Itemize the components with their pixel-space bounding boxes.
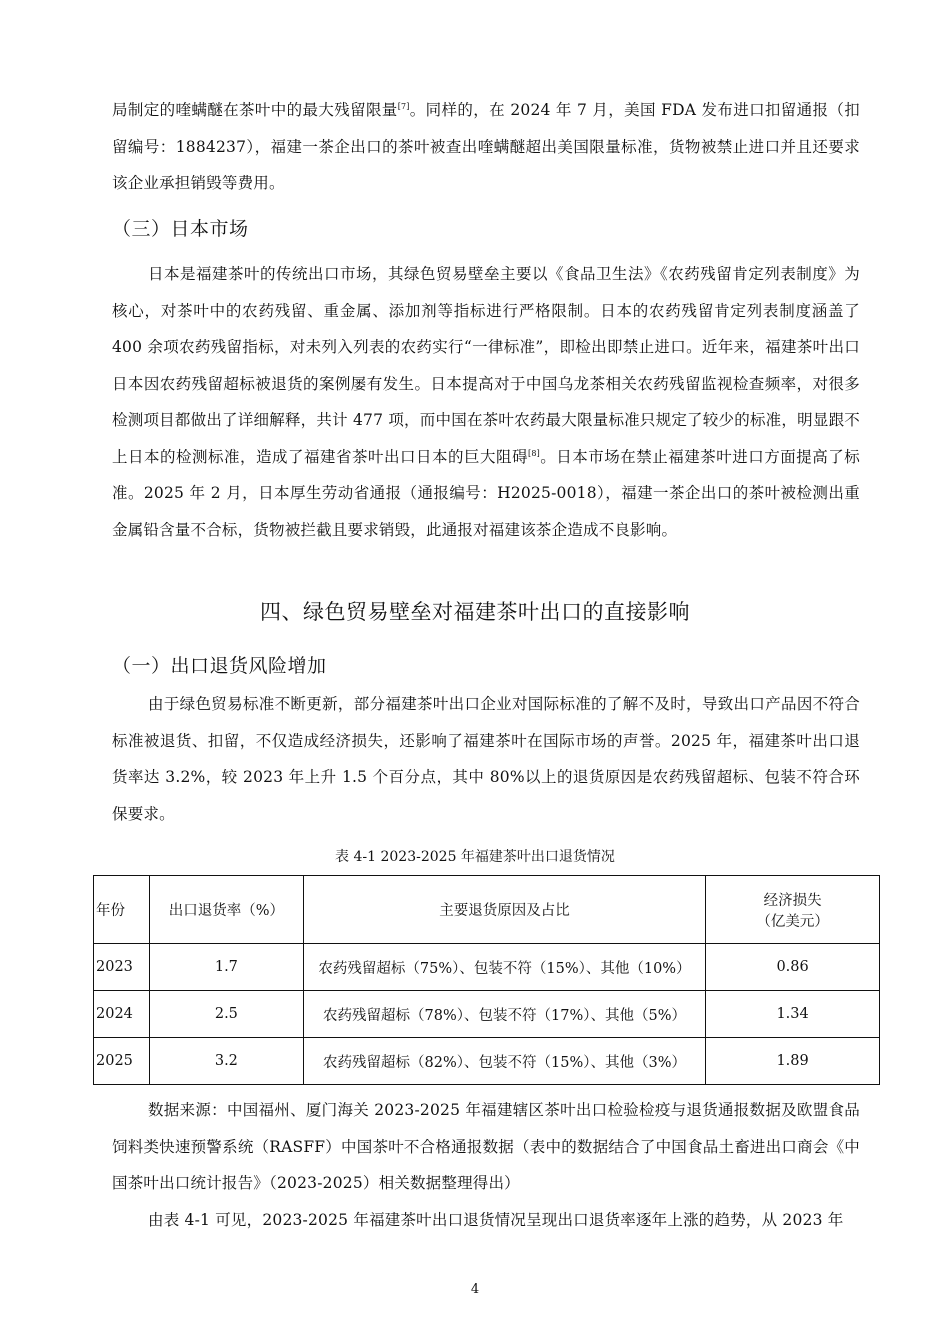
- table-caption: 表 4-1 2023-2025 年福建茶叶出口退货情况: [335, 849, 615, 865]
- heading-japan-market: （三）日本市场: [112, 218, 249, 240]
- cell-year: 2024: [94, 991, 150, 1038]
- cell-rate: 2.5: [149, 991, 303, 1038]
- cell-rate: 3.2: [149, 1038, 303, 1085]
- paragraph-table-analysis: 由表 4-1 可见，2023-2025 年福建茶叶出口退货情况呈现出口退货率逐年上涨的趋势，从 2023 年: [148, 1211, 844, 1229]
- returns-table: [93, 875, 880, 1085]
- cell-loss: 1.34: [706, 991, 880, 1038]
- header-year: 年份: [94, 876, 150, 944]
- header-loss-line2: （亿美元）: [756, 913, 829, 930]
- paragraph-text: 。同样的，在 2024 年 7 月，美国 FDA 发布进口扣留通报（扣留编号：1884237），福建一茶企出口的茶叶被查出喹螨醚超出美国限量标准，货物被禁止进口并且还要求该企业承担销毁等费用。: [112, 101, 860, 192]
- cell-year: 2023: [94, 944, 150, 991]
- cell-rate: 1.7: [149, 944, 303, 991]
- cell-loss: 0.86: [706, 944, 880, 991]
- table-row: [94, 991, 880, 1038]
- cell-reasons: 农药残留超标（75%）、包装不符（15%）、其他（10%）: [303, 944, 705, 991]
- table-row: [94, 944, 880, 991]
- paragraph-us-market-end: [112, 92, 860, 202]
- citation-ref: [7]: [397, 101, 410, 111]
- header-reasons: 主要退货原因及占比: [303, 876, 705, 944]
- cell-loss: 1.89: [706, 1038, 880, 1085]
- citation-ref: [8]: [528, 448, 540, 458]
- paragraph-text: 。日本市场在禁止福建茶叶进口方面提高了标准。2025 年 2 月，日本厚生劳动省通报（通报编号：H2025-0018），福建一茶企出口的茶叶被检测出重金属铅含量不合标，货物被拦截且要求销毁，此通报对福建该茶企造成不良影响。: [112, 447, 860, 539]
- header-loss: [706, 876, 880, 944]
- cell-year: 2025: [94, 1038, 150, 1085]
- heading-return-risk: （一）出口退货风险增加: [112, 655, 327, 677]
- header-loss-line1: 经济损失: [763, 892, 822, 909]
- table-header-row: [94, 876, 880, 944]
- page-number: 4: [470, 1282, 480, 1297]
- paragraph-japan-market: [112, 256, 860, 548]
- paragraph-return-risk: 由于绿色贸易标准不断更新，部分福建茶叶出口企业对国际标准的了解不及时，导致出口产品因不符合标准被退货、扣留，不仅造成经济损失，还影响了福建茶叶在国际市场的声誉。2025 年，福建茶叶出口退货率达 3.2%，较 2023 年上升 1.5 个百分点，其中 80%以上的退货原因是农药残留超标、包装不符合环保要求。: [112, 695, 860, 823]
- paragraph-text: 日本是福建茶叶的传统出口市场，其绿色贸易壁垒主要以《食品卫生法》《农药残留肯定列表制度》为核心，对茶叶中的农药残留、重金属、添加剂等指标进行严格限制。日本的农药残留肯定列表制度涵盖了 400 余项农药残留指标，对未列入列表的农药实行“一律标准”，即检出即禁止进口。近年来，福建茶叶出口日本因农药残留超标被退货的案例屡有发生。日本提高对于中国乌龙茶相关农药残留监视检查频率，对很多检测项目都做出了详细解释，共计 477 项，而中国在茶叶农药最大限量标准只规定了较少的标准，明显跟不上日本的检测标准，造成了福建省茶叶出口日本的巨大阻碍: [112, 265, 860, 466]
- cell-reasons: 农药残留超标（82%）、包装不符（15%）、其他（3%）: [303, 1038, 705, 1085]
- header-rate: 出口退货率（%）: [149, 876, 303, 944]
- paragraph-data-source: 数据来源：中国福州、厦门海关 2023-2025 年福建辖区茶叶出口检验检疫与退货通报数据及欧盟食品饲料类快速预警系统（RASFF）中国茶叶不合格通报数据（表中的数据结合了中国食品土畜进出口商会《中国茶叶出口统计报告》（2023-2025）相关数据整理得出）: [112, 1101, 860, 1192]
- cell-reasons: 农药残留超标（78%）、包装不符（17%）、其他（5%）: [303, 991, 705, 1038]
- section-heading: 四、绿色贸易壁垒对福建茶叶出口的直接影响: [260, 600, 690, 624]
- paragraph-text: 局制定的喹螨醚在茶叶中的最大残留限量: [112, 101, 398, 119]
- table-row: [94, 1038, 880, 1085]
